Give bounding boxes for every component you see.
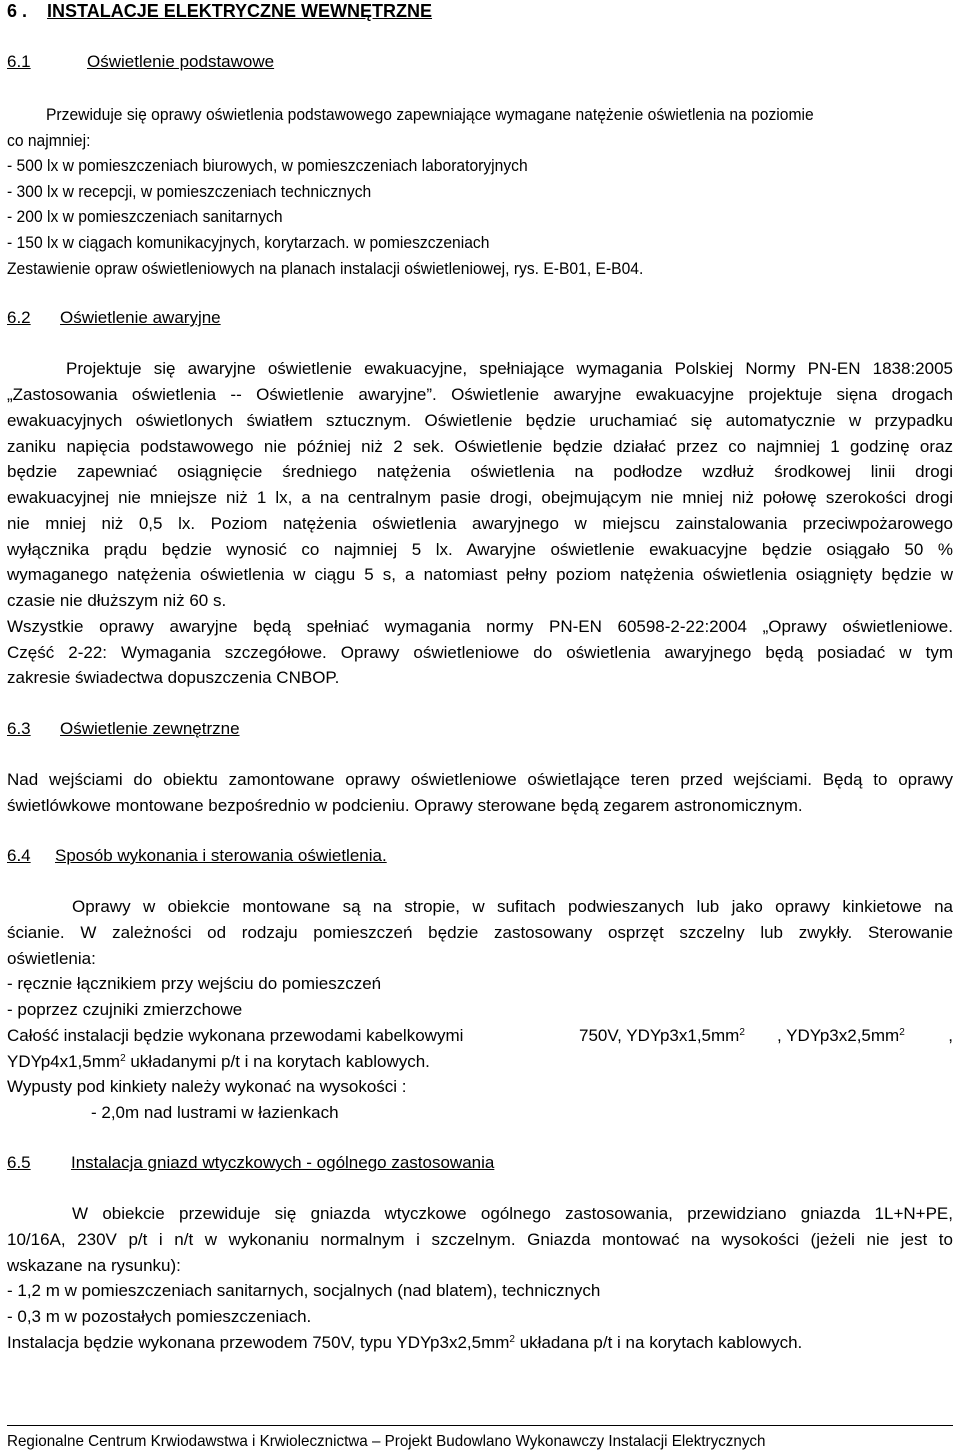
paragraph-line: Wypusty pod kinkiety należy wykonać na wysokości :: [7, 1077, 407, 1096]
cable-line-2: [7, 1051, 953, 1073]
cable-spec-1: [579, 1025, 745, 1047]
footer-divider: [7, 1425, 953, 1426]
section-number: 6.1: [7, 52, 31, 71]
list-item: - 2,0m nad lustrami w łazienkach: [91, 1103, 339, 1122]
paragraph-line: Oprawy w obiekcie montowane są na stropie, w sufitach podwieszanych lub jako oprawy kinkietowe na: [72, 897, 953, 916]
paragraph-line: ścianie. W zależności od rodzaju pomieszczeń będzie zastosowany osprzęt szczelny lub zwykły. Sterowanie: [7, 923, 953, 942]
section-6-2-heading: [7, 307, 953, 329]
section-title: Sposób wykonania i sterowania oświetlenia.: [55, 846, 387, 865]
cable-spec-text: YDYp4x1,5mm: [7, 1052, 121, 1071]
paragraph-line: Część 2-22: Wymagania szczegółowe. Oprawy oświetleniowe do oświetlenia awaryjnego będą posiadać w tym: [7, 643, 953, 662]
superscript: 2: [899, 1027, 905, 1038]
paragraph-line: W obiekcie przewiduje się gniazda wtyczkowe ogólnego zastosowania, przewidziano gniazda 1L+N+PE,: [72, 1204, 953, 1223]
paragraph-line: wymaganego natężenia oświetlenia w ciągu 5 s, a natomiast pełny poziom natężenia oświetlenia osiągnięty będzie w: [7, 565, 953, 584]
section-number: 6.3: [7, 719, 31, 738]
paragraph-line: 10/16A, 230V p/t i n/t w wykonaniu normalnym i szczelnym. Gniazda montować na wysokości (jeżeli nie jest to: [7, 1230, 953, 1249]
cable-spec-text: , YDYp3x2,5mm: [777, 1026, 900, 1045]
list-item: - 300 lx w recepcji, w pomieszczeniach technicznych: [7, 182, 372, 201]
cable-spec-2: [777, 1025, 905, 1047]
section-number: 6.4: [7, 846, 31, 865]
section-6-3-heading: [7, 718, 953, 740]
paragraph-line: świetlówkowe montowane bezpośrednio w podcieniu. Oprawy sterowane będą zegarem astronomicznym.: [7, 796, 803, 815]
cable-spec-text: 750V, YDYp3x1,5mm: [579, 1026, 740, 1045]
chapter-title: INSTALACJE ELEKTRYCZNE WEWNĘTRZNE: [47, 1, 433, 21]
list-item: - 1,2 m w pomieszczeniach sanitarnych, socjalnych (nad blatem), technicznych: [7, 1281, 601, 1300]
section-number: 6.2: [7, 308, 31, 327]
paragraph-line: co najmniej:: [7, 131, 91, 150]
section-title: Oświetlenie awaryjne: [60, 308, 221, 327]
section-6-4-heading: [7, 845, 953, 867]
paragraph-line: Wszystkie oprawy awaryjne będą spełniać wymagania normy PN-EN 60598-2-22:2004 „Oprawy oświetleniowe.: [7, 617, 953, 636]
paragraph-line: zaniku napięcia podstawowego nie później niż 2 sek. Oświetlenie będzie działać przez co najmniej 1 godzinę oraz: [7, 437, 953, 456]
paragraph-line: [7, 1332, 953, 1354]
paragraph-line: czasie nie dłuższym niż 60 s.: [7, 591, 227, 610]
paragraph-line: oświetlenia:: [7, 949, 96, 968]
section-6-1-heading: [7, 51, 953, 73]
paragraph-line: ewakuacyjnych oświetlonych światłem sztucznym. Oświetlenie będzie uruchamiać się automatycznie w przypadku: [7, 411, 953, 430]
paragraph-line: Nad wejściami do obiektu zamontowane oprawy oświetleniowe oświetlające teren przed wejściami. Będą to oprawy: [7, 770, 953, 789]
superscript: 2: [120, 1053, 126, 1064]
section-title: Instalacja gniazd wtyczkowych - ogólnego zastosowania: [71, 1153, 495, 1172]
paragraph-line: Projektuje się awaryjne oświetlenie ewakuacyjne, spełniające wymagania Polskiej Normy PN-EN 1838:2005: [66, 359, 953, 378]
paragraph-line: wyłącznika prądu będzie wynosić co najmniej 5 lx. Awaryjne oświetlenie ewakuacyjne będzie osiągało 50 %: [7, 540, 953, 559]
paragraph-line: Przewiduje się oprawy oświetlenia podstawowego zapewniające wymagane natężenie oświetlenia na poziomie: [46, 105, 814, 124]
chapter-number: 6 .: [7, 1, 28, 21]
section-title: Oświetlenie zewnętrzne: [60, 719, 240, 738]
section-6-5-heading: [7, 1152, 953, 1174]
list-item: - ręcznie łącznikiem przy wejściu do pomieszczeń: [7, 974, 382, 993]
cable-comma: ,: [948, 1026, 953, 1045]
paragraph-line: będzie zapewniać osiągnięcie średniego natężenia oświetlenia na podłodze wzdłuż środkowej linii drogi: [7, 462, 953, 481]
list-item: - 200 lx w pomieszczeniach sanitarnych: [7, 207, 283, 226]
section-number: 6.5: [7, 1153, 31, 1172]
chapter-heading: [7, 0, 953, 22]
list-item: - 500 lx w pomieszczeniach biurowych, w pomieszczeniach laboratoryjnych: [7, 156, 528, 175]
cable-text: układanymi p/t i na korytach kablowych.: [125, 1052, 430, 1071]
paragraph-line: Zestawienie opraw oświetleniowych na planach instalacji oświetleniowej, rys. E-B01, E-B04.: [7, 259, 644, 278]
paragraph-line: wskazane na rysunku):: [7, 1256, 181, 1275]
superscript: 2: [739, 1027, 745, 1038]
paragraph-line: nie mniej niż 0,5 lx. Poziom natężenia oświetlenia awaryjnego w miejscu zainstalowania przeciwpożarowego: [7, 514, 953, 533]
list-item: - poprzez czujniki zmierzchowe: [7, 1000, 243, 1019]
cable-text: Całość instalacji będzie wykonana przewodami kabelkowymi: [7, 1026, 464, 1045]
paragraph-line: zakresie świadectwa dopuszczenia CNBOP.: [7, 668, 340, 687]
list-item: - 150 lx w ciągach komunikacyjnych, korytarzach. w pomieszczeniach: [7, 233, 490, 252]
superscript: 2: [509, 1334, 515, 1345]
section-title: Oświetlenie podstawowe: [87, 52, 275, 71]
list-item: - 0,3 m w pozostałych pomieszczeniach.: [7, 1307, 312, 1326]
paragraph-line: ewakuacyjnej nie mniejsze niż 1 lx, a na centralnym pasie drogi, obejmującym nie mniej niż połowę szerokości drogi: [7, 488, 953, 507]
paragraph-line: „Zastosowania oświetlenia -- Oświetlenie awaryjne”. Oświetlenie awaryjne ewakuacyjne projektuje sięna drogach: [7, 385, 953, 404]
paragraph-text: układana p/t i na korytach kablowych.: [514, 1333, 803, 1352]
paragraph-text: Instalacja będzie wykonana przewodem 750V, typu YDYp3x2,5mm: [7, 1333, 510, 1352]
page-footer: Regionalne Centrum Krwiodawstwa i Krwiolecznictwa – Projekt Budowlano Wykonawczy Instalacji Elektrycznych: [7, 1433, 766, 1450]
